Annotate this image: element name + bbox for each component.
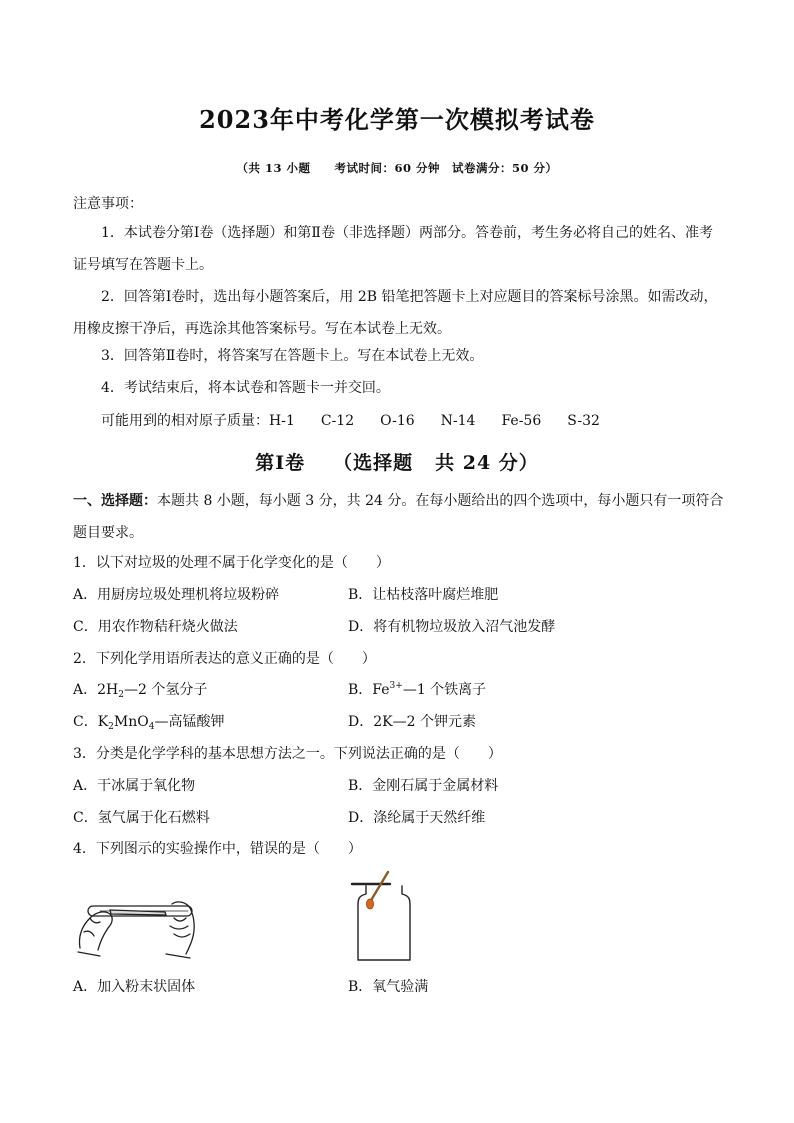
- question-1-option-a: A．用厨房垃圾处理机将垃圾粉碎: [73, 587, 280, 603]
- notice-item-2: 2．回答第Ⅰ卷时，选出每小题答案后，用 2B 铅笔把答题卡上对应题目的答案标号涂黑。如需改动，用橡皮擦干净后，再选涂其他答案标号。写在本试卷上无效。: [73, 289, 718, 337]
- question-4-option-b: B．氧气验满: [348, 979, 429, 995]
- instruction-text: 本题共 8 小题，每小题 3 分，共 24 分。在每小题给出的四个选项中，每小题只有一项符合题目要求。: [73, 493, 724, 541]
- question-2-option-b: B．$Fe^{3+}—1$ 个铁离子: [348, 681, 487, 698]
- atomic-mass-fe: Fe-56: [501, 413, 542, 429]
- section-heading: [0, 448, 794, 475]
- atomic-mass-c: C-12: [320, 413, 355, 429]
- atomic-mass-o: O-16: [380, 413, 415, 429]
- section-instruction: [73, 485, 725, 549]
- question-3-option-c: C．氢气属于化石燃料: [73, 810, 210, 826]
- section-part: 第Ⅰ卷: [255, 452, 306, 474]
- question-2-option-a: A．$2H_2—2$ 个氢分子: [73, 682, 208, 700]
- section-total: 共 24 分）: [435, 452, 539, 474]
- question-3-stem: 3．分类是化学学科的基本思想方法之一。下列说法正确的是（ ）: [73, 746, 502, 762]
- question-3-option-d: D．涤纶属于天然纤维: [348, 810, 486, 826]
- question-1-stem: 1．以下对垃圾的处理不属于化学变化的是（ ）: [73, 555, 390, 571]
- instruction-prefix: 一、选择题：: [73, 493, 157, 509]
- page-title: 2023年中考化学第一次模拟考试卷: [199, 105, 595, 134]
- notice-item-3: 3．回答第Ⅱ卷时，将答案写在答题卡上。写在本试卷上无效。: [101, 348, 484, 364]
- question-4-option-a: A．加入粉末状固体: [73, 979, 196, 995]
- question-3-option-b: B．金刚石属于金属材料: [348, 778, 499, 794]
- atomic-mass-label: 可能用到的相对原子质量：: [101, 413, 269, 429]
- question-4-stem: 4．下列图示的实验操作中，错误的是（ ）: [73, 841, 362, 857]
- section-type: （选择题: [333, 452, 414, 474]
- atomic-mass-s: S-32: [567, 413, 600, 429]
- question-2-option-c: C．$K_2MnO_4—$高锰酸钾: [73, 714, 225, 732]
- question-1-option-d: D．将有机物垃圾放入沼气池发酵: [348, 619, 556, 635]
- question-1-option-c: C．用农作物秸秆烧火做法: [73, 619, 238, 635]
- notice-heading: 注意事项：: [73, 196, 143, 212]
- question-2-stem: 2．下列化学用语所表达的意义正确的是（ ）: [73, 651, 376, 667]
- atomic-mass-line: [101, 410, 600, 430]
- test-tube-powder-figure: [70, 888, 200, 960]
- flame-icon: [366, 899, 373, 909]
- atomic-mass-h: H-1: [269, 413, 295, 429]
- atomic-mass-n: N-14: [440, 413, 476, 429]
- notice-item-4: 4．考试结束后，将本试卷和答题卡一并交回。: [101, 380, 390, 396]
- exam-info: （共 13 小题 考试时间：60 分钟 试卷满分：50 分）: [236, 161, 558, 175]
- oxygen-test-figure: [348, 870, 428, 966]
- question-1-option-b: B．让枯枝落叶腐烂堆肥: [348, 587, 499, 603]
- question-2-option-d: D．2K—2 个钾元素: [348, 714, 476, 730]
- notice-item-1: 1．本试卷分第Ⅰ卷（选择题）和第Ⅱ卷（非选择题）两部分。答卷前，考生务必将自己的姓名、准考证号填写在答题卡上。: [73, 225, 713, 273]
- question-3-option-a: A．干冰属于氧化物: [73, 778, 196, 794]
